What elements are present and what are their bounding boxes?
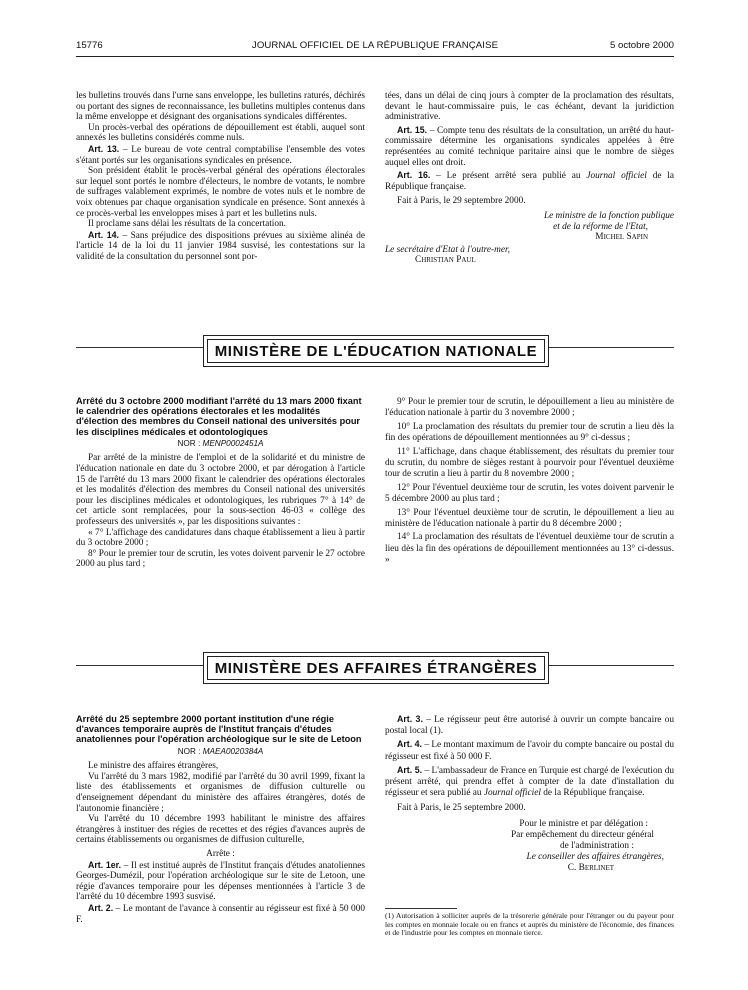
article-text: – Le bureau de vote central comptabilise l'ensemble des votes s'étant portés sur les organisations syndicales en présence. xyxy=(76,144,366,166)
top-right-column: tées, dans un délai de cinq jours à compter de la proclamation des résultats, devant le haut-commissaire puis, le cas échéant, devant la juridiction administrative. Art. 15. – Compte tenu des résultats de la consultation, un arrêté du haut-commissaire détermine les organisations syndicales appelées à être représentées au comité technique paritaire ainsi que le nombre de sièges auquel elles ont droit. Art. 16. – Le présent arrêté sera publié au Journal officiel de la République française. Fait à Paris, le 29 septembre 2000. Le ministre de la fonction publique et de la réforme de l'Etat, Michel Sapin Le secrétaire d'Etat à l'outre-mer, Christian Paul xyxy=(385,91,675,266)
signatory-title: Le conseiller des affaires étrangères, xyxy=(526,852,664,863)
paragraph: 8° Pour le premier tour de scrutin, les votes doivent parvenir le 27 octobre 2000 au plus tard ; xyxy=(76,548,365,570)
top-left-column xyxy=(76,91,365,263)
ministry-heading: MINISTÈRE DE L'ÉDUCATION NATIONALE xyxy=(207,339,545,363)
paragraph: 11° L'affichage, dans chaque établissement, des résultats du premier tour du scrutin, du nombre de sièges restant à pourvoir pour l'éventuel deuxième tour de scrutin a lieu à partir du 8 novembre 2000 ; xyxy=(385,446,674,480)
paragraph: « 7° L'affichage des candidatures dans chaque établissement a lieu à partir du 3 octobre 2000 ; xyxy=(76,527,365,549)
article-label: Art. 2. xyxy=(88,902,114,913)
fait-a-paris: Fait à Paris, le 29 septembre 2000. xyxy=(397,196,526,207)
paragraph: Il proclame sans délai les résultats de la concertation. xyxy=(88,219,286,230)
paragraph: 12° Pour l'éventuel deuxième tour de scrutin, les votes doivent parvenir le 5 décembre 2000 au plus tard ; xyxy=(385,482,674,505)
signatory-name: Christian Paul xyxy=(415,255,476,266)
ministry-heading-box xyxy=(203,652,549,684)
issue-date: 5 octobre 2000 xyxy=(609,40,674,51)
article-label: Art. 15. xyxy=(397,124,428,135)
paragraph: 14° La proclamation des résultats de l'éventuel deuxième tour de scrutin a lieu dès la fin des opérations de dépouillement mentionnées au 13° ci-dessus. » xyxy=(385,532,674,566)
journal-title: JOURNAL OFFICIEL DE LA RÉPUBLIQUE FRANÇAISE xyxy=(251,40,499,51)
decree-title: Arrêté du 3 octobre 2000 modifiant l'arrêté du 13 mars 2000 fixant le calendrier des opérations électorales et les modalités d'élection des membres du Conseil national des universités pour les disciplines médicales et odontologiques xyxy=(76,396,362,437)
article-text: – Le montant de l'avance à consentir au régisseur est fixé à 50 000 F. xyxy=(76,903,365,925)
educ-left-column: Arrêté du 3 octobre 2000 modifiant l'arrêté du 13 mars 2000 fixant le calendrier des opérations électorales et les modalités d'élection des membres du Conseil national des universités pour les disciplines médicales et odontologiques NOR : MENP0002451A Par arrêté de la ministre de l'emploi et de la solidarité et du ministre de l'éducation nationale en date du 3 octobre 2000, et par dérogation à l'article 15 de l'arrêté du 13 mars 2000 fixant le calendrier des opérations électorales et les modalités d'élection des membres du Conseil national des universités pour les disciplines médicales et odontologiques, les rubriques 7° à 14° de cet article sont remplacées, pour la sous-section 46-03 « collège des professeurs des universités », par les dispositions suivantes : « 7° L'affichage des candidatures dans chaque établissement a lieu à partir du 3 octobre 2000 ; 8° Pour le premier tour de scrutin, les votes doivent parvenir le 27 octobre 2000 au plus tard ; xyxy=(76,396,365,570)
fait-a-paris: Fait à Paris, le 25 septembre 2000. xyxy=(397,803,526,814)
paragraph: Le ministre des affaires étrangères, xyxy=(88,761,219,772)
footnote-rule xyxy=(385,908,457,909)
decree-title: Arrêté du 25 septembre 2000 portant institution d'une régie d'avances temporaire auprès de l'Institut français d'études anatoliennes pour l'opération archéologique sur le site de Letoon xyxy=(76,714,362,745)
signature-line: Par empêchement du directeur général xyxy=(511,829,654,840)
article-label: Art. 5. xyxy=(397,764,423,775)
article-label: Art. 3. xyxy=(397,714,423,724)
article-text: – Compte tenu des résultats de la consultation, un arrêté du haut-commissaire détermine les organisations syndicales appelées à être représentées au comité technique paritaire ainsi que le nombre de sièges auquel elles ont droit. xyxy=(385,125,674,168)
paragraph: Vu l'arrêté du 10 décembre 1993 habilitant le ministre des affaires étrangères à instituer des régies de recettes et des régies d'avances auprès de certains établissements ou organismes de diffusion culturelle, xyxy=(76,814,365,846)
arrete-heading: Arrête : xyxy=(206,848,235,859)
signature-line: de l'administration : xyxy=(560,841,634,852)
signatory-name: C. Berlinet xyxy=(567,863,614,874)
paragraph: les bulletins trouvés dans l'urne sans enveloppe, les bulletins raturés, déchirés ou portant des signes de reconnaissance, les bulletins multiples contenus dans la même enveloppe et désignant des organisations syndicales différentes. xyxy=(76,91,365,123)
paragraph: Vu l'arrêté du 3 mars 1982, modifié par l'arrêté du 30 avril 1999, fixant la liste des établissements et organismes de diffusion culturelle ou d'enseignement dépendant du ministère des affaires étrangères, dotés de l'autonomie financière ; xyxy=(76,771,365,814)
paragraph: 9° Pour le premier tour de scrutin, le dépouillement a lieu au ministère de l'éducation nationale à partir du 3 novembre 2000 ; xyxy=(385,397,674,419)
signature-line: Pour le ministre et par délégation : xyxy=(519,818,648,829)
paragraph: Un procès-verbal des opérations de dépouillement est établi, auquel sont annexés les bulletins considérés comme nuls. xyxy=(76,122,365,144)
nor-code: MAEA0020384A xyxy=(202,746,264,756)
article-label: Art. 14. xyxy=(88,229,119,240)
header-rule xyxy=(76,56,674,57)
article-text: – Il est institué auprès de l'Institut français d'études anatoliennes Georges-Dumézil, pour l'opération archéologique sur le site de Letoon, une régie d'avances temporaire pour les dépenses mentionnées à l'article 3 de l'arrêté du 10 décembre 1993 susvisé. xyxy=(76,860,366,903)
paragraph: 13° Pour l'éventuel deuxième tour de scrutin, le dépouillement a lieu au ministère de l'éducation nationale à partir du 8 décembre 2000 ; xyxy=(385,507,674,530)
ae-right-column: Art. 3. – Le régisseur peut être autorisé à ouvrir un compte bancaire ou postal local (1). Art. 4. – Le montant maximum de l'avoir du compte bancaire ou postal du régisseur est fixé à 50 000 F. Art. 5. – L'ambassadeur de France en Turquie est chargé de l'exécution du présent arrêté, qui prendra effet à compter de la date d'installation du régisseur et sera publié au Journal officiel de la République française. Fait à Paris, le 25 septembre 2000. Pour le ministre et par délégation : Par empêchement du directeur général de l'administration : Le conseiller des affaires étrangères, C. Berlinet xyxy=(385,714,675,874)
signatory-title: Le secrétaire d'Etat à l'outre-mer, xyxy=(385,244,510,255)
ministry-heading: MINISTÈRE DES AFFAIRES ÉTRANGÈRES xyxy=(207,656,545,680)
ministry-heading-box xyxy=(203,335,549,367)
ae-left-column: Arrêté du 25 septembre 2000 portant institution d'une régie d'avances temporaire auprès de l'Institut français d'études anatoliennes pour l'opération archéologique sur le site de Letoon NOR : MAEA0020384A Le ministre des affaires étrangères, Vu l'arrêté du 3 mars 1982, modifié par l'arrêté du 30 avril 1999, fixant la liste des établissements et organismes de diffusion culturelle ou d'enseignement dépendant du ministère des affaires étrangères, dotés de l'autonomie financière ; Vu l'arrêté du 10 décembre 1993 habilitant le ministre des affaires étrangères à instituer des régies de recettes et des régies d'avances auprès de certains établissements ou organismes de diffusion culturelle, Arrête : Art. 1er. – Il est institué auprès de l'Institut français d'études anatoliennes Georges-Dumézil, pour l'opération archéologique sur le site de Letoon, une régie d'avances temporaire pour les dépenses mentionnées à l'article 3 de l'arrêté du 10 décembre 1993 susvisé. Art. 2. – Le montant de l'avance à consentir au régisseur est fixé à 50 000 F. xyxy=(76,714,366,925)
article-label: Art. 1er. xyxy=(88,859,122,870)
article-text: – Le régisseur peut être autorisé à ouvrir un compte bancaire ou postal local (1). xyxy=(385,715,675,737)
nor-code: MENP0002451A xyxy=(202,438,264,448)
running-header xyxy=(76,40,674,54)
paragraph: Par arrêté de la ministre de l'emploi et de la solidarité et du ministre de l'éducation nationale en date du 3 octobre 2000, et par dérogation à l'article 15 de l'arrêté du 13 mars 2000 fixant le calendrier des opérations électorales et les modalités d'élection des membres du Conseil national des universités pour les disciplines médicales et odontologiques, les rubriques 7° à 14° de cet article sont remplacées, pour la sous-section 46-03 « collège des professeurs des universités », par les dispositions suivantes : xyxy=(76,453,365,527)
footnote: (1) Autorisation à solliciter auprès de la trésorerie générale pour l'étranger ou du payeur pour les comptes en monnaie locale ou en francs et auprès du ministère de l'économie, des finances et de l'industrie pour les comptes en monnaie tierce. xyxy=(385,911,674,938)
page-number: 15776 xyxy=(76,40,103,51)
paragraph: tées, dans un délai de cinq jours à compter de la proclamation des résultats, devant le haut-commissaire puis, le cas échéant, devant la juridiction administrative. xyxy=(385,91,674,123)
article-text: – Le montant maximum de l'avoir du compte bancaire ou postal du régisseur est fixé à 50 000 F. xyxy=(385,740,674,762)
educ-right-column xyxy=(385,397,674,567)
article-label: Art. 4. xyxy=(397,739,422,750)
paragraph: 10° La proclamation des résultats du premier tour de scrutin a lieu dès la fin des opérations de dépouillement mentionnées au 9° ci-dessus ; xyxy=(385,421,674,444)
signatory-title: Le ministre de la fonction publique xyxy=(543,210,674,221)
article-label: Art. 16. xyxy=(397,170,431,181)
article-label: Art. 13. xyxy=(88,143,120,154)
paragraph: Son président établit le procès-verbal général des opérations électorales sur lequel sont portés le nombre d'électeurs, le nombre de votants, le nombre de suffrages valablement exprimés, le nombre de votes nuls et le nombre de voix obtenues par chaque organisation syndicale en présence. Sont annexés à ce procès-verbal les enveloppes mises à part et les bulletins nuls. xyxy=(76,166,365,219)
article-text: – Sans préjudice des dispositions prévues au sixième alinéa de l'article 14 de la loi du 11 janvier 1984 susvisé, les contestations sur la validité de la consultation du personnel sont por- xyxy=(76,230,365,262)
signatory-name: Michel Sapin xyxy=(595,232,648,243)
